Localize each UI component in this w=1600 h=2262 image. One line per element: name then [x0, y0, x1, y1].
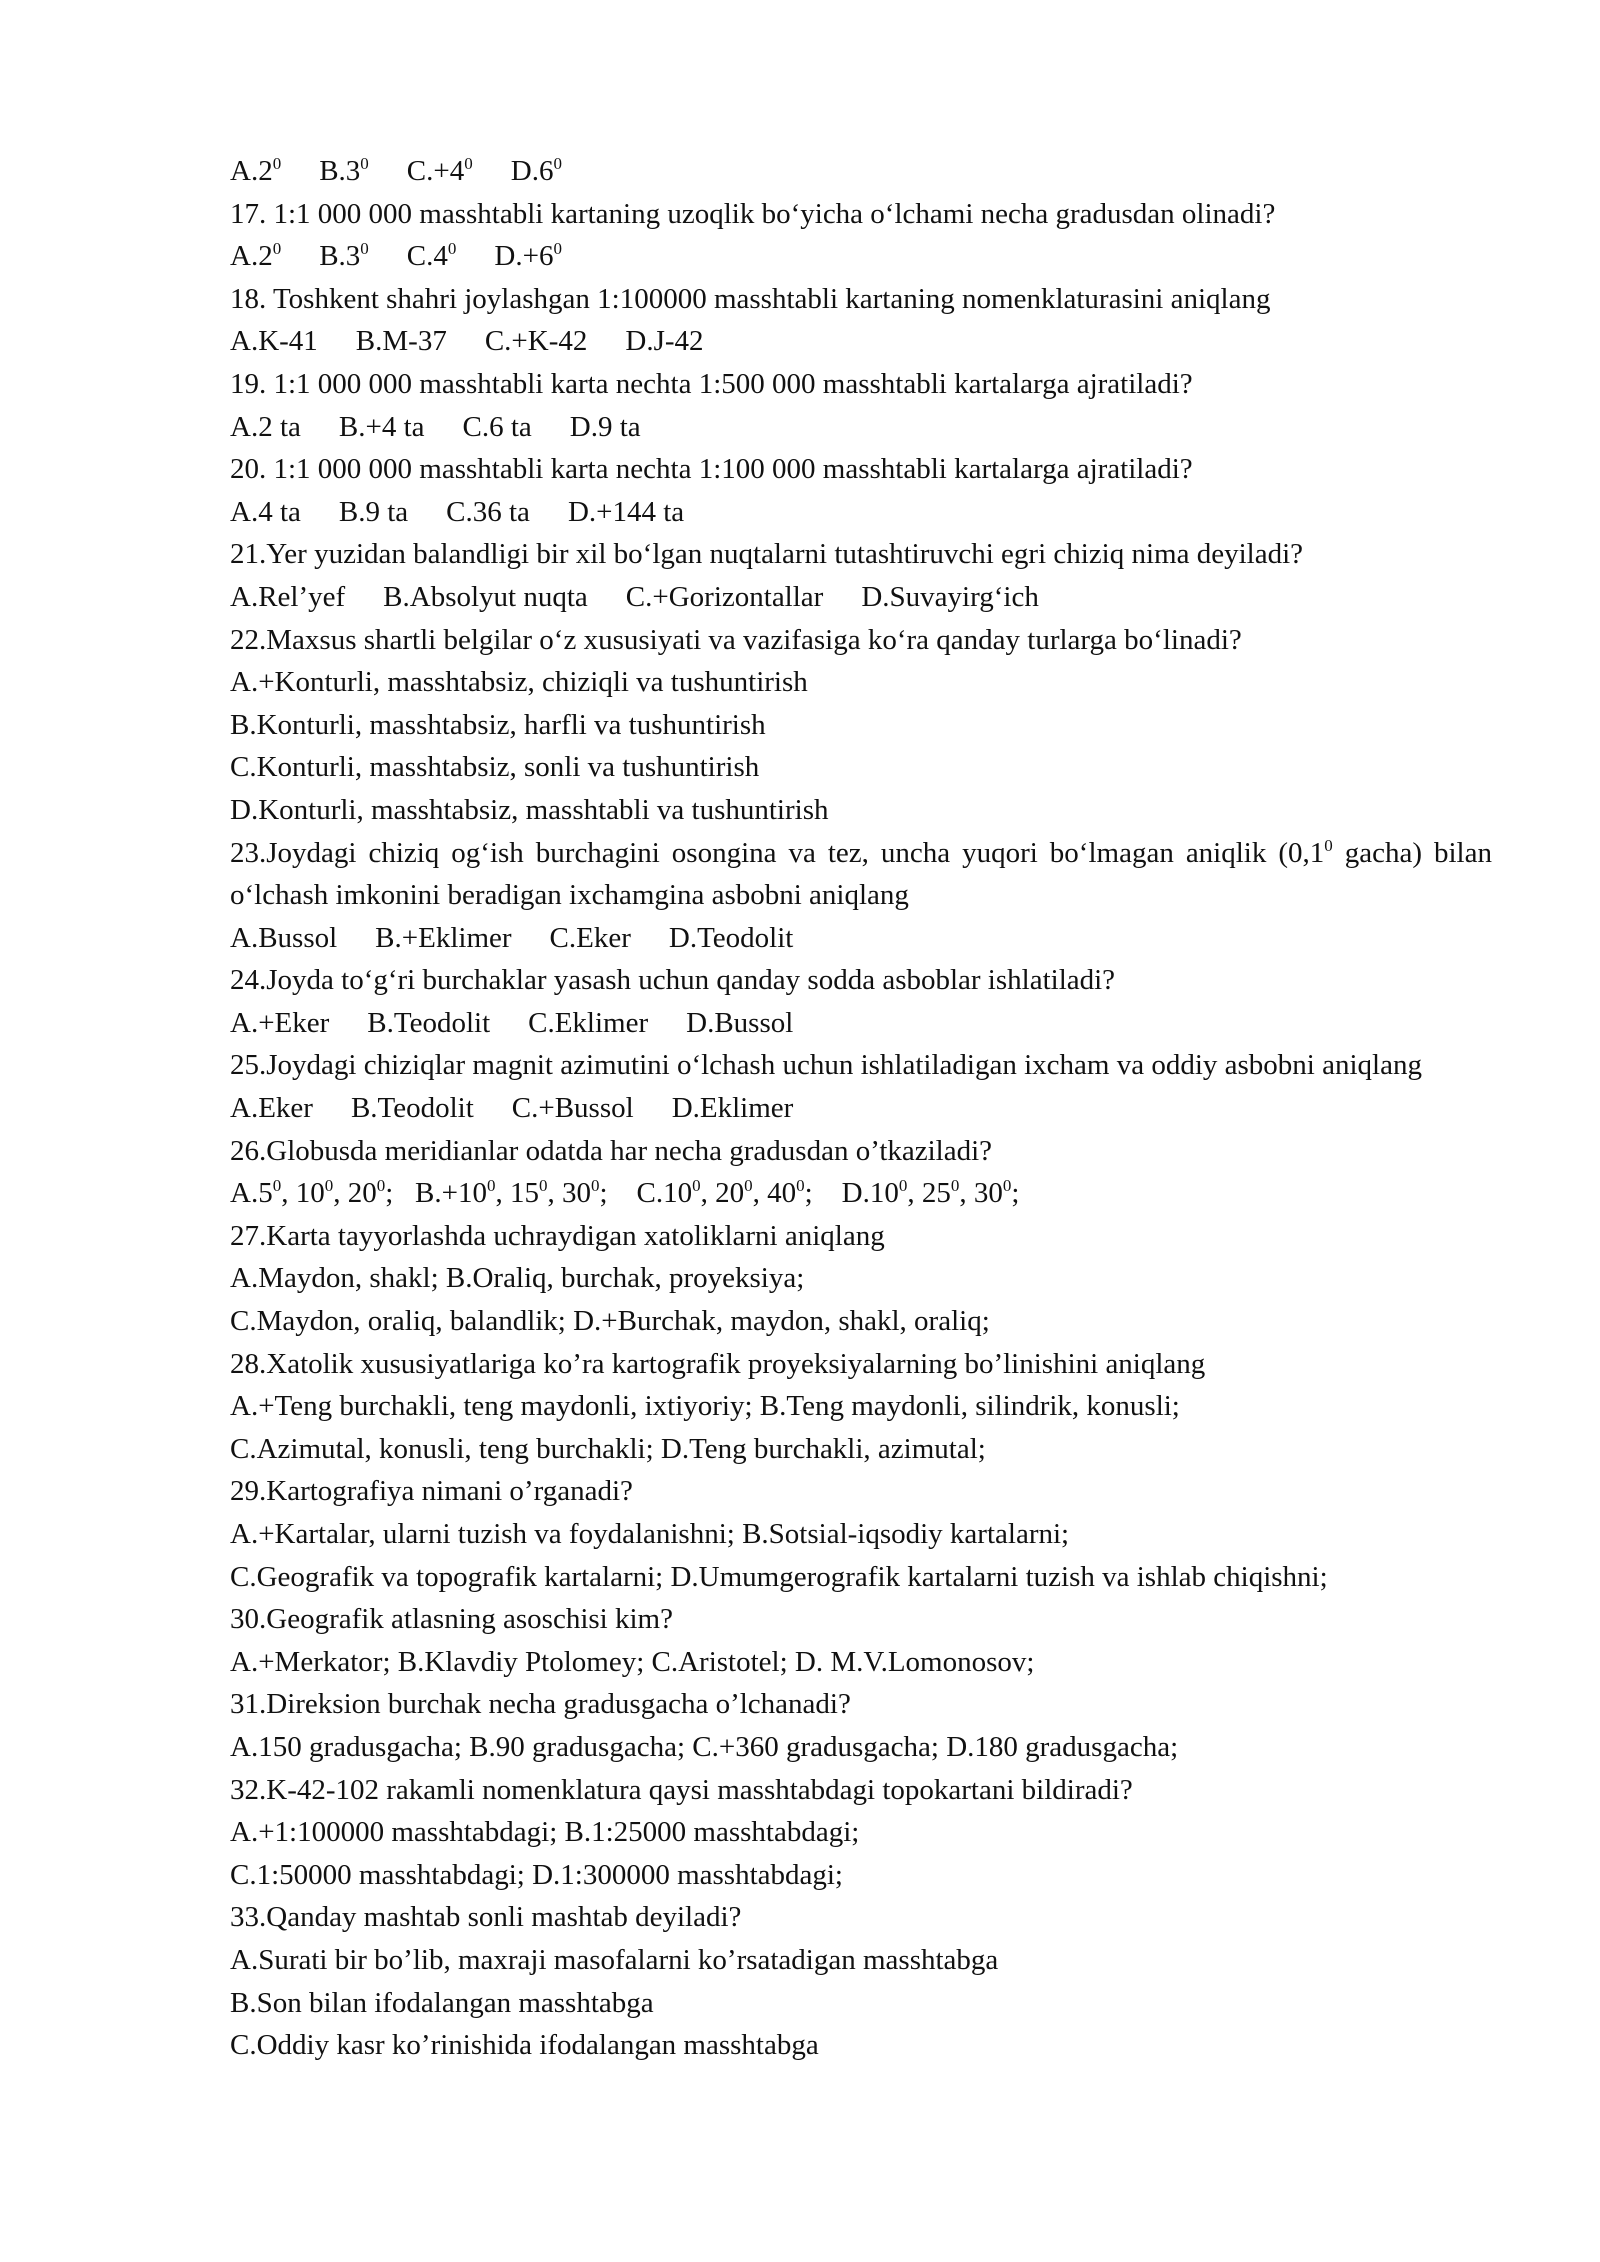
option-text: , 10 — [281, 1177, 325, 1210]
answer-option — [626, 576, 824, 619]
text-line: 29.Kartografiya nimani o’rganadi? — [230, 1475, 633, 1508]
answer-option — [339, 406, 425, 449]
option-text: ; — [1011, 1177, 1020, 1210]
text-line: 18. Toshkent shahri joylashgan 1:100000 masshtabli kartaning nomenklaturasini aniqlang — [230, 282, 1271, 315]
answer-option — [861, 576, 1038, 619]
text-line: C.Konturli, masshtabsiz, sonli va tushuntirish — [230, 751, 760, 784]
question-text-part: gacha) bilan o‘lchash imkonini beradigan ixchamgina asbobni aniqlang — [230, 836, 1492, 912]
answer-option — [512, 1087, 634, 1130]
answer-option — [383, 576, 588, 619]
option-label: D.+6 — [494, 240, 554, 273]
answer-options — [230, 1172, 1492, 1215]
text-line: 32.K-42-102 rakamli nomenklatura qaysi masshtabdagi topokartani bildiradi? — [230, 1773, 1133, 1806]
answer-option — [375, 917, 511, 960]
option-label: C.+4 — [406, 155, 465, 187]
option-text: , 20 — [333, 1177, 377, 1210]
degree-superscript: 0 — [1002, 1176, 1012, 1196]
answer-option — [230, 406, 301, 449]
option-label: C.+Gorizontallar — [625, 580, 824, 613]
answer-options — [230, 1087, 1492, 1130]
text-line: 21.Yer yuzidan balandligi bir xil bo‘lgan nuqtalarni tutashtiruvchi egri chiziq nima deyiladi? — [230, 538, 1304, 571]
option-text: ; C.10 — [599, 1177, 693, 1210]
option-label: D.Eklimer — [671, 1092, 794, 1125]
degree-superscript: 0 — [692, 1176, 701, 1196]
question-text-part: 23.Joydagi chiziq og‘ish burchagini osongina va tez, uncha yuqori bo‘lmagan aniqlik (0,1 — [230, 836, 1325, 869]
answer-option — [669, 917, 793, 960]
answer-option — [230, 150, 281, 193]
text-line: 26.Globusda meridianlar odatda har necha gradusdan o’tkaziladi? — [230, 1134, 993, 1167]
answer-option — [230, 917, 337, 960]
option-label: A.Eker — [230, 1092, 313, 1125]
question-text — [230, 1044, 1492, 1087]
answer-option — [356, 320, 447, 363]
degree-superscript: 0 — [898, 1176, 908, 1196]
option-text: , 30 — [547, 1177, 591, 1210]
degree-superscript: 0 — [272, 239, 282, 259]
option-text: A.5 — [230, 1177, 273, 1210]
degree-superscript: 0 — [324, 1176, 334, 1196]
text-line: 28.Xatolik xususiyatlariga ko’ra kartografik proyeksiyalarning bo’linishini aniqlang — [230, 1347, 1206, 1380]
option-label: C.+Bussol — [511, 1092, 634, 1125]
option-label: D.Bussol — [686, 1006, 794, 1039]
degree-superscript: 0 — [272, 154, 282, 173]
answer-option — [494, 235, 562, 278]
text-line: 20. 1:1 000 000 masshtabli karta nechta 1:100 000 masshtabli kartalarga ajratiladi? — [230, 453, 1193, 486]
text-line: A.+Teng burchakli, teng maydonli, ixtiyoriy; B.Teng maydonli, silindrik, konusli; — [230, 1390, 1180, 1423]
text-line: C.Azimutal, konusli, teng burchakli; D.Teng burchakli, azimutal; — [230, 1432, 986, 1465]
answer-option — [550, 917, 631, 960]
degree-superscript: 0 — [360, 239, 369, 259]
text-line: 27.Karta tayyorlashda uchraydigan xatoliklarni aniqlang — [230, 1219, 885, 1252]
answer-option — [528, 1002, 648, 1045]
option-text: ; D.10 — [804, 1177, 899, 1210]
option-label: C.36 ta — [446, 495, 530, 528]
text-line: 31.Direksion burchak necha gradusgacha o’lchanadi? — [230, 1688, 851, 1721]
answer-option — [672, 1087, 794, 1130]
text-line: A.Maydon, shakl; B.Oraliq, burchak, proyeksiya; — [230, 1262, 805, 1295]
degree-superscript: 0 — [553, 154, 562, 173]
option-label: A.2 — [230, 155, 273, 187]
text-line: B.Konturli, masshtabsiz, harfli va tushuntirish — [230, 708, 766, 741]
text-line: 19. 1:1 000 000 masshtabli karta nechta 1:500 000 masshtabli kartalarga ajratiladi? — [230, 367, 1193, 400]
answer-option — [319, 150, 369, 193]
answer-option — [339, 491, 408, 534]
answer-option — [230, 1002, 329, 1045]
option-label: B.Teodolit — [367, 1006, 491, 1039]
degree-superscript: 0 — [360, 154, 369, 173]
option-text: ; B.+10 — [385, 1177, 487, 1210]
answer-options — [230, 150, 1492, 193]
option-label: A.Bussol — [230, 921, 338, 954]
question-text — [230, 832, 1492, 917]
answer-option — [446, 491, 530, 534]
text-line: 22.Maxsus shartli belgilar o‘z xususiyati va vazifasiga ko‘ra qanday turlarga bo‘linadi? — [230, 623, 1242, 656]
answer-option — [230, 320, 318, 363]
answer-option — [230, 235, 281, 278]
answer-option — [319, 235, 369, 278]
option-text: , 25 — [907, 1177, 951, 1210]
degree-superscript: 0 — [553, 239, 562, 259]
option-label: B.Absolyut nuqta — [383, 580, 588, 613]
answer-options — [230, 320, 1492, 363]
degree-superscript: 0 — [486, 1176, 496, 1196]
option-label: D.Teodolit — [668, 921, 794, 954]
answer-option — [686, 1002, 793, 1045]
text-line: C.Oddiy kasr ko’rinishida ifodalangan masshtabga — [230, 2029, 819, 2062]
answer-option — [367, 1002, 490, 1045]
option-label: B.M-37 — [355, 325, 447, 358]
answer-option — [230, 1087, 313, 1130]
answer-option — [511, 150, 562, 193]
text-line: C.Maydon, oraliq, balandlik; D.+Burchak, maydon, shakl, oraliq; — [230, 1305, 990, 1338]
answer-option — [463, 406, 532, 449]
text-line: C.Geografik va topografik kartalarni; D.Umumgerografik kartalarni tuzish va ishlab chiqishni; — [230, 1560, 1328, 1593]
option-text: , 15 — [495, 1177, 539, 1210]
text-line: 17. 1:1 000 000 masshtabli kartaning uzoqlik bo‘yicha o‘lchami necha gradusdan olinadi? — [230, 197, 1276, 230]
option-label: A.Rel’yef — [230, 580, 346, 613]
text-line: C.1:50000 masshtabdagi; D.1:300000 masshtabdagi; — [230, 1858, 843, 1891]
degree-superscript: 0 — [1324, 835, 1333, 855]
option-label: C.Eklimer — [528, 1006, 649, 1039]
option-label: B.+Eklimer — [375, 921, 512, 954]
option-label: D.Suvayirg‘ich — [861, 580, 1039, 613]
text-line: A.Surati bir bo’lib, maxraji masofalarni ko’rsatadigan masshtabga — [230, 1943, 999, 1976]
text-line: A.+Merkator; B.Klavdiy Ptolomey; C.Aristotel; D. M.V.Lomonosov; — [230, 1645, 1035, 1678]
answer-option — [230, 491, 301, 534]
answer-options — [230, 917, 1492, 960]
option-label: C.4 — [406, 240, 448, 273]
option-label: A.4 ta — [230, 495, 301, 528]
option-label: A.2 — [230, 240, 273, 273]
option-label: C.+K-42 — [484, 325, 588, 358]
option-label: B.+4 ta — [338, 410, 425, 443]
answer-option — [625, 320, 703, 363]
answer-options — [230, 235, 1492, 278]
option-label: C.6 ta — [462, 410, 532, 443]
answer-option — [407, 235, 457, 278]
answer-option — [407, 150, 473, 193]
option-label: A.K-41 — [230, 325, 318, 358]
text-line: A.+Kartalar, ularni tuzish va foydalanishni; B.Sotsial-iqsodiy kartalarni; — [230, 1518, 1070, 1550]
option-text: , 20 — [700, 1177, 745, 1210]
answer-options — [230, 1002, 1492, 1045]
option-label: D.+144 ta — [567, 495, 685, 528]
degree-superscript: 0 — [590, 1176, 600, 1196]
option-label: B.3 — [319, 155, 361, 187]
answer-option — [230, 576, 345, 619]
degree-superscript: 0 — [744, 1176, 753, 1196]
option-label: A.2 ta — [230, 410, 301, 443]
text-line: 30.Geografik atlasning asoschisi kim? — [230, 1603, 673, 1636]
text-line: B.Son bilan ifodalangan masshtabga — [230, 1986, 654, 2019]
option-label: D.J-42 — [625, 325, 704, 358]
answer-option — [568, 491, 684, 534]
option-label: B.3 — [319, 240, 361, 273]
text-line: A.150 gradusgacha; B.90 gradusgacha; C.+360 gradusgacha; D.180 gradusgacha; — [230, 1730, 1179, 1763]
text-line: 24.Joyda to‘g‘ri burchaklar yasash uchun qanday sodda asboblar ishlatiladi? — [230, 964, 1116, 997]
option-label: D.9 ta — [569, 410, 641, 443]
text-line: 33.Qanday mashtab sonli mashtab deyiladi? — [230, 1901, 742, 1934]
text-line: D.Konturli, masshtabsiz, masshtabli va tushuntirish — [230, 793, 829, 826]
answer-options — [230, 576, 1492, 619]
question-text-part: 25.Joydagi chiziqlar magnit azimutini o‘lchash uchun ishlatiladigan ixcham va oddiy asbobni aniqlang — [230, 1049, 1422, 1082]
option-text: , 30 — [959, 1177, 1003, 1210]
answer-option — [485, 320, 588, 363]
document-page — [230, 150, 1492, 2067]
degree-superscript: 0 — [464, 154, 473, 173]
option-label: C.Eker — [549, 921, 631, 954]
degree-superscript: 0 — [376, 1176, 386, 1196]
degree-superscript: 0 — [272, 1176, 282, 1196]
answer-options — [230, 491, 1492, 534]
degree-superscript: 0 — [796, 1176, 805, 1196]
option-label: D.6 — [510, 155, 554, 187]
text-line: A.+1:100000 masshtabdagi; B.1:25000 masshtabdagi; — [230, 1816, 860, 1849]
answer-option — [570, 406, 641, 449]
answer-option — [351, 1087, 474, 1130]
option-text: , 40 — [752, 1177, 797, 1210]
degree-superscript: 0 — [447, 239, 457, 259]
degree-superscript: 0 — [538, 1176, 548, 1196]
option-label: A.+Eker — [230, 1006, 330, 1039]
text-line: A.+Konturli, masshtabsiz, chiziqli va tushuntirish — [230, 666, 808, 699]
option-label: B.9 ta — [338, 495, 409, 528]
degree-superscript: 0 — [950, 1176, 960, 1196]
answer-options — [230, 406, 1492, 449]
option-label: B.Teodolit — [350, 1092, 474, 1125]
